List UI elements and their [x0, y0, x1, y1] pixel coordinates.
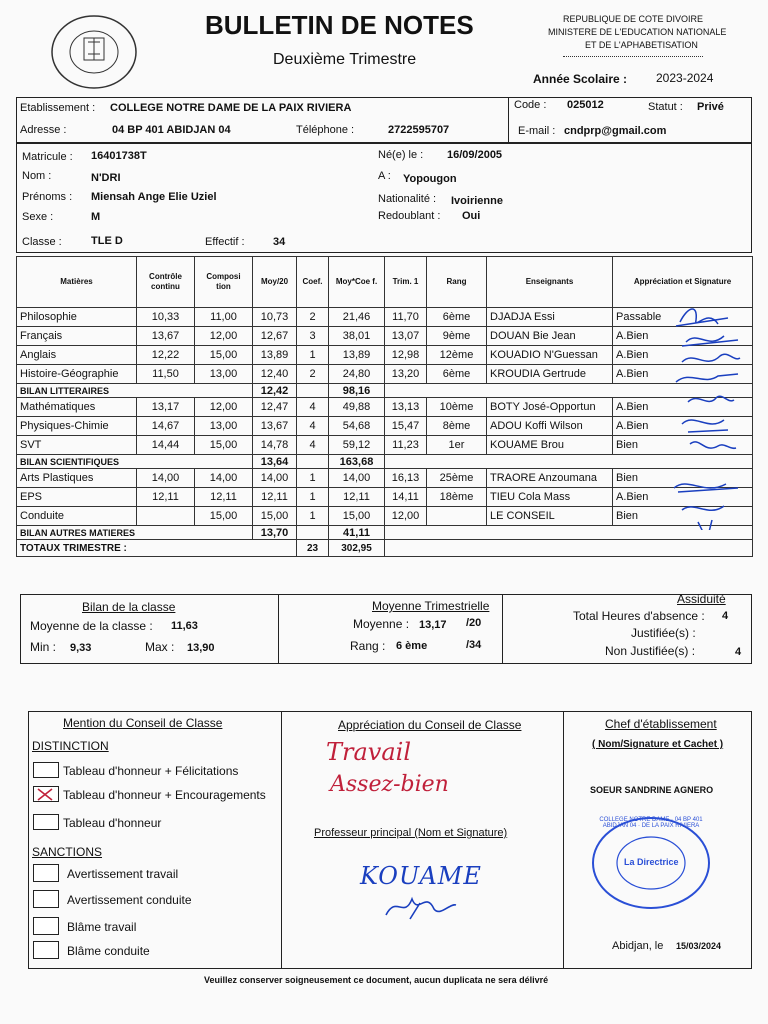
bilan-average: 13,64: [253, 455, 297, 469]
bilan-row: [17, 526, 753, 540]
table-row: [17, 346, 753, 365]
table-cell: 13,67: [137, 327, 195, 346]
teacher-signatures: [668, 300, 750, 530]
table-cell: A.Bien: [613, 488, 753, 507]
table-cell: 12,98: [385, 346, 427, 365]
table-cell: KOUADIO N'Guessan: [487, 346, 613, 365]
table-cell: 14,00: [253, 469, 297, 488]
prof-signature: [380, 885, 460, 925]
bilan-label: BILAN LITTERAIRES: [17, 384, 253, 398]
sanction-checkbox[interactable]: [33, 917, 59, 935]
column-header: Rang: [427, 257, 487, 308]
nom-value: N'DRI: [91, 172, 121, 184]
column-header: Contrôle continu: [137, 257, 195, 308]
table-cell: 3: [297, 327, 329, 346]
table-cell: 10ème: [427, 398, 487, 417]
document-subtitle: Deuxième Trimestre: [273, 51, 417, 68]
column-header: Moy/20: [253, 257, 297, 308]
table-cell: 14,00: [329, 469, 385, 488]
table-cell: Conduite: [17, 507, 137, 526]
table-row: [17, 365, 753, 384]
summary-divider-2: [502, 594, 503, 664]
table-cell: BOTY José-Opportun: [487, 398, 613, 417]
table-cell: 8ème: [427, 417, 487, 436]
bilan-total: 98,16: [329, 384, 385, 398]
grades-table: [16, 256, 753, 557]
prof-signature-name: KOUAME: [360, 862, 482, 890]
table-cell: 24,80: [329, 365, 385, 384]
sanction-option-label: Avertissement conduite: [67, 893, 192, 907]
sanction-option-label: Avertissement travail: [67, 867, 179, 881]
check-mark-icon: [34, 787, 58, 801]
table-cell: 9ème: [427, 327, 487, 346]
table-cell: 15,00: [329, 507, 385, 526]
table-cell: 1: [297, 346, 329, 365]
effectif-label: Effectif :: [205, 236, 245, 248]
distinction-option-label: Tableau d'honneur: [63, 816, 162, 830]
table-cell: KROUDIA Gertrude: [487, 365, 613, 384]
table-cell: EPS: [17, 488, 137, 507]
moyenne-value: 13,17: [419, 619, 447, 631]
summary-divider-1: [278, 594, 279, 664]
rang-label: Rang :: [350, 639, 386, 653]
table-cell: A.Bien: [613, 398, 753, 417]
moy-classe-label: Moyenne de la classe :: [30, 619, 153, 633]
moyenne-label: Moyenne :: [353, 617, 410, 631]
year-label: Année Scolaire :: [533, 72, 628, 86]
column-header: Appréciation et Signature: [613, 257, 753, 308]
table-cell: 11,50: [137, 365, 195, 384]
totals-value: 302,95: [329, 540, 385, 557]
prof-title: Professeur principal (Nom et Signature): [314, 827, 508, 839]
non-justifiee-value: 4: [735, 646, 742, 658]
ministry-text: MINISTERE DE L'EDUCATION NATIONALE: [548, 27, 727, 37]
nom-label: Nom :: [22, 170, 52, 182]
sanction-checkbox[interactable]: [33, 941, 59, 959]
table-cell: 2: [297, 365, 329, 384]
moy-trim-title: Moyenne Trimestrielle: [372, 599, 490, 613]
bilan-empty: [297, 455, 329, 469]
table-cell: 15,00: [195, 507, 253, 526]
distinction-checkbox[interactable]: [33, 762, 59, 778]
table-cell: Français: [17, 327, 137, 346]
email-value: cndprp@gmail.com: [564, 125, 667, 137]
bilan-total: 41,11: [329, 526, 385, 540]
school-info-divider: [508, 97, 509, 143]
column-header: Moy*Coe f.: [329, 257, 385, 308]
totals-row: [17, 540, 753, 557]
table-cell: 13,13: [385, 398, 427, 417]
non-justifiee-label: Non Justifiée(s) :: [605, 644, 696, 658]
council-divider-2: [563, 711, 564, 969]
table-cell: Bien: [613, 469, 753, 488]
table-cell: Anglais: [17, 346, 137, 365]
sexe-label: Sexe :: [22, 211, 54, 223]
table-cell: 13,00: [195, 365, 253, 384]
stamp-ring-text: COLLEGE NOTRE DAME · 04 BP 401 ABIDJAN 04 · DE LA PAIX RIVIERA: [599, 817, 703, 829]
tel-label: Téléphone :: [296, 124, 355, 136]
table-cell: 6ème: [427, 365, 487, 384]
table-cell: 14,44: [137, 436, 195, 455]
table-cell: 14,00: [195, 469, 253, 488]
table-cell: TIEU Cola Mass: [487, 488, 613, 507]
table-cell: 13,00: [195, 417, 253, 436]
bilan-row: [17, 455, 753, 469]
council-divider-1: [281, 711, 282, 969]
moyenne-suffix: /20: [466, 617, 482, 629]
table-cell: 12,67: [253, 327, 297, 346]
table-row: [17, 398, 753, 417]
date-value: 15/03/2024: [676, 941, 722, 951]
table-cell: 14,11: [385, 488, 427, 507]
column-header: Enseignants: [487, 257, 613, 308]
table-cell: 13,20: [385, 365, 427, 384]
ne-label: Né(e) le :: [378, 149, 424, 161]
matricule-label: Matricule :: [22, 151, 73, 163]
table-cell: DOUAN Bie Jean: [487, 327, 613, 346]
table-cell: TRAORE Anzoumana: [487, 469, 613, 488]
table-cell: 15,00: [195, 436, 253, 455]
redoublant-label: Redoublant :: [378, 210, 441, 222]
table-cell: [137, 507, 195, 526]
rang-suffix: /34: [466, 639, 482, 651]
table-cell: A.Bien: [613, 417, 753, 436]
table-cell: 4: [297, 417, 329, 436]
table-cell: 13,17: [137, 398, 195, 417]
table-cell: Physiques-Chimie: [17, 417, 137, 436]
chef-name: SOEUR SANDRINE AGNERO: [590, 785, 714, 795]
justifiee-label: Justifiée(s) :: [631, 626, 696, 640]
table-cell: 12,00: [195, 398, 253, 417]
table-cell: A.Bien: [613, 327, 753, 346]
table-cell: 21,46: [329, 308, 385, 327]
table-cell: 15,00: [195, 346, 253, 365]
classe-label: Classe :: [22, 236, 62, 248]
table-cell: 10,73: [253, 308, 297, 327]
table-cell: 11,23: [385, 436, 427, 455]
distinction-checkbox[interactable]: [33, 786, 59, 802]
table-cell: 18ème: [427, 488, 487, 507]
moy-classe-value: 11,63: [171, 620, 198, 632]
nationalite-label: Nationalité :: [378, 193, 437, 205]
table-cell: 12,11: [195, 488, 253, 507]
statut-value: Privé: [697, 101, 724, 113]
table-cell: Arts Plastiques: [17, 469, 137, 488]
rang-value: 6 ème: [396, 640, 428, 652]
table-cell: 25ème: [427, 469, 487, 488]
totals-empty: [385, 540, 753, 557]
adresse-value: 04 BP 401 ABIDJAN 04: [112, 124, 231, 136]
code-value: 025012: [567, 99, 604, 111]
table-cell: 12,40: [253, 365, 297, 384]
absence-label: Total Heures d'absence :: [573, 609, 705, 623]
stamp-center-text: La Directrice: [624, 857, 679, 867]
table-cell: 1: [297, 488, 329, 507]
column-header: Trim. 1: [385, 257, 427, 308]
table-cell: DJADJA Essi: [487, 308, 613, 327]
max-value: 13,90: [187, 642, 215, 654]
header-divider: [563, 56, 703, 57]
table-cell: 12ème: [427, 346, 487, 365]
table-cell: 15,47: [385, 417, 427, 436]
footer-note: Veuillez conserver soigneusement ce document, aucun duplicata ne sera délivré: [204, 975, 549, 985]
table-cell: 38,01: [329, 327, 385, 346]
table-row: [17, 327, 753, 346]
bilan-average: 12,42: [253, 384, 297, 398]
prenoms-label: Prénoms :: [22, 191, 73, 203]
table-cell: 13,67: [253, 417, 297, 436]
a-label: A :: [378, 170, 391, 182]
bilan-empty: [297, 384, 329, 398]
table-cell: 49,88: [329, 398, 385, 417]
sanction-checkbox[interactable]: [33, 890, 59, 908]
table-cell: 14,00: [137, 469, 195, 488]
min-label: Min :: [30, 640, 57, 654]
statut-label: Statut :: [648, 101, 683, 113]
table-cell: A.Bien: [613, 346, 753, 365]
table-cell: 12,11: [137, 488, 195, 507]
ne-value: 16/09/2005: [447, 149, 503, 161]
table-cell: 1er: [427, 436, 487, 455]
table-cell: 4: [297, 398, 329, 417]
table-cell: 13,07: [385, 327, 427, 346]
document-title: BULLETIN DE NOTES: [205, 10, 474, 40]
table-cell: 12,00: [385, 507, 427, 526]
bilan-classe-title: Bilan de la classe: [82, 600, 176, 614]
table-cell: 12,00: [195, 327, 253, 346]
effectif-value: 34: [273, 236, 286, 248]
etab-label: Etablissement :: [20, 102, 96, 114]
table-cell: 12,11: [253, 488, 297, 507]
min-value: 9,33: [70, 642, 92, 654]
code-label: Code :: [514, 99, 547, 111]
bilan-label: BILAN SCIENTIFIQUES: [17, 455, 253, 469]
table-cell: Passable: [613, 308, 753, 327]
table-cell: KOUAME Brou: [487, 436, 613, 455]
table-cell: 6ème: [427, 308, 487, 327]
table-row: [17, 308, 753, 327]
redoublant-value: Oui: [462, 210, 481, 222]
column-header: Composi tion: [195, 257, 253, 308]
table-cell: LE CONSEIL: [487, 507, 613, 526]
matricule-value: 16401738T: [91, 150, 147, 162]
bilan-row: [17, 384, 753, 398]
table-row: [17, 488, 753, 507]
table-cell: 12,11: [329, 488, 385, 507]
table-cell: Bien: [613, 507, 753, 526]
year-value: 2023-2024: [656, 71, 714, 85]
table-cell: 13,89: [253, 346, 297, 365]
table-header-row: [17, 257, 753, 308]
table-cell: Mathématiques: [17, 398, 137, 417]
etab-value: COLLEGE NOTRE DAME DE LA PAIX RIVIERA: [110, 102, 352, 114]
assiduite-title: Assiduité: [677, 592, 726, 606]
table-cell: 12,47: [253, 398, 297, 417]
bilan-empty: [297, 526, 329, 540]
table-cell: 2: [297, 308, 329, 327]
max-label: Max :: [145, 640, 175, 654]
table-cell: 4: [297, 436, 329, 455]
table-cell: 54,68: [329, 417, 385, 436]
table-cell: [427, 507, 487, 526]
classe-value: TLE D: [91, 235, 123, 247]
table-cell: 11,70: [385, 308, 427, 327]
bilan-label: BILAN AUTRES MATIERES: [17, 526, 253, 540]
prenoms-value: Miensah Ange Elie Uziel: [91, 191, 217, 203]
sanctions-heading: SANCTIONS: [32, 845, 103, 859]
table-cell: 1: [297, 469, 329, 488]
table-cell: Histoire-Géographie: [17, 365, 137, 384]
sexe-value: M: [91, 211, 101, 223]
table-cell: Bien: [613, 436, 753, 455]
email-label: E-mail :: [518, 125, 556, 137]
school-stamp: [590, 815, 712, 911]
table-row: [17, 469, 753, 488]
mention-title: Mention du Conseil de Classe: [63, 716, 223, 730]
table-cell: Philosophie: [17, 308, 137, 327]
appreciation-line-1: Travail: [326, 738, 412, 766]
distinction-option-label: Tableau d'honneur + Félicitations: [63, 764, 239, 778]
republic-text: REPUBLIQUE DE COTE DIVOIRE: [563, 14, 704, 24]
distinction-option-label: Tableau d'honneur + Encouragements: [63, 788, 266, 802]
totals-label: TOTAUX TRIMESTRE :: [17, 540, 297, 557]
appreciation-line-2: Assez-bien: [330, 772, 449, 797]
table-cell: A.Bien: [613, 365, 753, 384]
absence-value: 4: [722, 610, 729, 622]
table-cell: 1: [297, 507, 329, 526]
sanction-checkbox[interactable]: [33, 864, 59, 882]
chef-title: Chef d'établissement: [605, 717, 717, 731]
table-cell: 15,00: [253, 507, 297, 526]
table-cell: 14,67: [137, 417, 195, 436]
table-row: [17, 507, 753, 526]
table-cell: 12,22: [137, 346, 195, 365]
bilan-average: 13,70: [253, 526, 297, 540]
tel-value: 2722595707: [388, 124, 450, 136]
school-seal: [50, 14, 138, 90]
place-date-label: Abidjan, le: [612, 940, 664, 952]
bilan-total: 163,68: [329, 455, 385, 469]
table-cell: 10,33: [137, 308, 195, 327]
table-cell: SVT: [17, 436, 137, 455]
ministry-text-2: ET DE L'APHABETISATION: [585, 40, 698, 50]
totals-coef: 23: [297, 540, 329, 557]
table-cell: ADOU Koffi Wilson: [487, 417, 613, 436]
adresse-label: Adresse :: [20, 124, 67, 136]
table-cell: 59,12: [329, 436, 385, 455]
appreciation-title: Appréciation du Conseil de Classe: [338, 718, 522, 732]
chef-subtitle: ( Nom/Signature et Cachet ): [592, 739, 724, 750]
table-cell: 13,89: [329, 346, 385, 365]
sanction-option-label: Blâme conduite: [67, 944, 150, 958]
table-cell: 11,00: [195, 308, 253, 327]
table-cell: 16,13: [385, 469, 427, 488]
a-value: Yopougon: [403, 173, 457, 185]
column-header: Coef.: [297, 257, 329, 308]
distinction-heading: DISTINCTION: [32, 739, 109, 753]
table-row: [17, 436, 753, 455]
table-cell: 14,78: [253, 436, 297, 455]
nationalite-value: Ivoirienne: [451, 195, 503, 207]
distinction-checkbox[interactable]: [33, 814, 59, 830]
table-row: [17, 417, 753, 436]
column-header: Matières: [17, 257, 137, 308]
sanction-option-label: Blâme travail: [67, 920, 137, 934]
